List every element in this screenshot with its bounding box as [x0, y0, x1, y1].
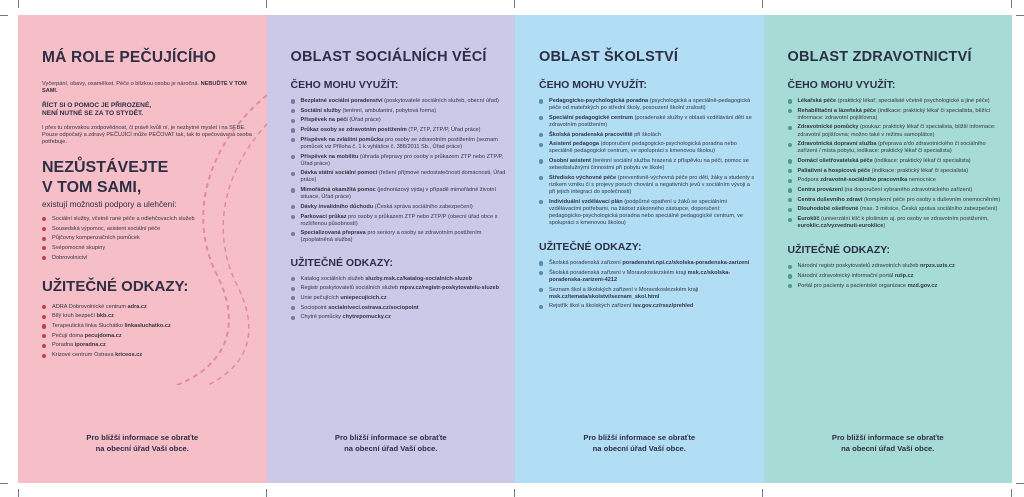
panel-title: OBLAST ŠKOLSTVÍ: [539, 49, 679, 65]
item-text: (poukaz: praktický lékař či specialista, bližší informace: zdravotní pojišťovna; možno také v režimu samoplátce): [797, 124, 996, 138]
item-text: Terapeutická linka Sluchátko: [52, 323, 125, 330]
link-url[interactable]: sluzby.msk.cz/katalog-socialnich-sluzeb: [365, 275, 473, 282]
item-text: nemocnice: [907, 177, 936, 184]
item-text: Unie pečujících: [300, 294, 341, 301]
crop-mark: [514, 489, 515, 497]
links-list: [42, 304, 258, 360]
crop-mark: [18, 0, 19, 8]
item-text: Rejstřík škol a školských zařízení: [549, 303, 633, 310]
crop-mark: [266, 0, 267, 8]
list-item: Sociální služby, včetně rané péče a odlehčovacích služeb: [42, 216, 258, 223]
list-item: Dobrovolnictví: [42, 255, 258, 262]
item-text: Krizové centrum Ostrava: [52, 352, 116, 359]
item-text: (na doporučení vybraného zdravotnického zařízení): [842, 187, 973, 194]
item-text: pro seniory a osoby se zdravotním postižením (zpoplatněná služba): [300, 230, 482, 244]
item-name: Individuální vzdělávací plán: [549, 198, 623, 205]
item-text: (Česká správa sociálního zabezpečení): [373, 203, 473, 210]
list-item: [291, 137, 507, 151]
crop-mark: [1011, 489, 1012, 497]
link-url[interactable]: bkb.cz: [96, 313, 114, 320]
item-text: (praktický lékař, specialisté včetně psychologické a jiné péče): [836, 98, 990, 104]
list-item: [539, 141, 755, 155]
list-item: [788, 187, 1004, 194]
list-item: [291, 127, 507, 134]
item-text: (indikace: praktický lékař či specialista): [870, 167, 969, 174]
item-name: Lékařská péče: [797, 98, 837, 104]
item-text: Národní zdravotnický informační portál: [797, 273, 895, 280]
crop-mark: [0, 483, 8, 484]
link-item: [42, 323, 258, 330]
item-text: (poskytovatelé sociálních služeb, obecní úřad): [382, 98, 499, 104]
link-item: [539, 270, 755, 284]
headline-not-alone: NEZŮSTÁVEJTE V TOM SAMI,: [42, 159, 169, 196]
links-heading: UŽITEČNÉ ODKAZY:: [42, 277, 189, 295]
item-name: Bezplatné sociální poradenství: [300, 98, 383, 104]
item-name: Mimořádná okamžitá pomoc: [300, 187, 376, 194]
item-name: Středisko výchovné péče: [549, 174, 617, 181]
item-name: Domácí ošetřovatelská péče: [797, 158, 873, 165]
link-url[interactable]: poradenstvi.npi.cz/skolska-poradenska-zarizeni: [622, 260, 750, 267]
link-url[interactable]: mzd.gov.cz: [907, 282, 938, 289]
item-text: pro osoby s průkazem ZTP nebo ZTP/P (obecní úřad obce s rozšířenou působností): [300, 213, 498, 227]
item-text: Seznam škol a školských zařízení v Moravskoslezském kraji: [549, 286, 699, 293]
item-text: (řešení příjmové nedostatečnosti domácnosti, Úřad práce): [300, 170, 506, 184]
item-text: Školská poradenská zařízení: [549, 260, 623, 267]
item-text: při školách: [632, 131, 661, 138]
item-text: (podpůrné opatření u žáků se speciálními vzdělávacími potřebami, na žádost zákonného zástupce, doporučení: pedagogicko-psychologická poradna nebo speciálně pedagogické centrum, ve spolupráci s kmenovou školou): [549, 198, 744, 226]
link-url[interactable]: msk.cz/skolska-poradenska-zarizeni-4212: [549, 269, 731, 283]
intro-text-2: I přes tu obrovskou zodpovědnost, či právě kvůli ní, je nezbytné myslet i na SEBE. Pouze odpočatý a zdravý PEČUJÍCÍ může PEČOVAT tak, tak to opečovávaná osoba potřebuje.: [42, 124, 252, 146]
item-text: (preventivně-výchovná péče pro děti, žáky a studenty s rizikem vzniku či s projevy poruch chování a negativních jevů v sociálním vývoji a při jejich integraci do společnosti): [549, 174, 755, 195]
item-text: Poradna: [52, 342, 75, 349]
link-item: [42, 313, 258, 320]
panel-subtitle: ČEHO MOHU VYUŽÍT:: [539, 79, 647, 91]
link-item: [42, 333, 258, 340]
crop-mark: [1016, 15, 1024, 16]
list-item: [291, 170, 507, 184]
link-item: [42, 342, 258, 349]
link-url[interactable]: isv.gov.cz/rssz/prehled: [632, 303, 694, 310]
panel-caregiver-role: [18, 15, 267, 483]
link-item: [291, 314, 507, 321]
list-item: [291, 204, 507, 211]
link-url[interactable]: uniepecujicich.cz: [340, 294, 387, 301]
item-name: Dávky invalidního důchodu: [300, 203, 374, 210]
crop-mark: [266, 489, 267, 497]
item-text: Chytré pomůcky: [300, 314, 343, 321]
item-text: (komplexní péče pro osoby s duševním onemocněním): [862, 196, 1001, 203]
footer-note: Pro bližší informace se obraťte na obecní úřad Vaší obce.: [334, 433, 447, 453]
page-title: MÁ ROLE PEČUJÍCÍHO: [42, 49, 217, 66]
item-text: (univerzální klíč k plošinám aj. pro osoby se zdravotním postižením,: [819, 216, 989, 223]
link-url[interactable]: mpsv.cz/registr-poskytovatelu-sluzeb: [399, 285, 500, 292]
list-item: [291, 98, 507, 105]
list-item: [291, 154, 507, 168]
brochure-sheet: [18, 15, 1012, 483]
item-name: Dlouhodobé ošetřovné: [797, 206, 859, 213]
item-text: Sociopoint: [300, 304, 329, 311]
item-text: Bílý kruh bezpečí: [52, 313, 97, 320]
link-url[interactable]: nrpzs.uzis.cz: [920, 263, 955, 270]
list-item: [788, 177, 1004, 184]
item-name: Zdravotnická dopravní služba: [797, 141, 877, 148]
item-text: Školská poradenská zařízení v Moravskoslezském kraji: [549, 269, 688, 276]
crop-mark: [0, 15, 8, 16]
list-item: [539, 115, 755, 129]
links-list: [291, 276, 507, 322]
item-name: Příspěvek na péči: [300, 117, 348, 124]
link-item: [42, 352, 258, 359]
link-item: [291, 295, 507, 302]
services-list: [539, 98, 755, 227]
crop-mark: [1016, 483, 1024, 484]
panel-title: OBLAST ZDRAVOTNICTVÍ: [787, 49, 972, 65]
item-text: Registr poskytovatelů sociálních služeb: [300, 285, 400, 292]
item-text: (terénní, ambulantní, pobytová forma): [340, 107, 437, 114]
list-item: [788, 168, 1004, 175]
item-name: Příspěvek na zvláštní pomůcku: [300, 136, 384, 143]
panel-education: [515, 15, 764, 483]
item-text: (indikace: praktický lékař či specialista): [872, 158, 971, 165]
item-text: (jednorázový výdaj v případě mimořádné životní situace, Úřad práce): [300, 187, 497, 201]
list-item: [291, 187, 507, 201]
panel-subtitle: ČEHO MOHU VYUŽÍT:: [787, 79, 896, 91]
list-item: [539, 199, 755, 227]
headline-subtitle: existují možnosti podpory a ulehčení:: [42, 199, 177, 209]
item-name: Sociální služby: [300, 107, 341, 114]
intro-text: Vyčerpání, obavy, osamělost. Péče o blízkou osobu je náročná. NEBUĎTE V TOM SAMI.: [42, 81, 247, 95]
list-item: [291, 108, 507, 115]
crop-mark: [18, 489, 19, 497]
link-item: [539, 287, 755, 301]
list-item: [788, 197, 1004, 204]
panel-social-affairs: [267, 15, 516, 483]
item-text: (úhrada přepravy pro osoby s průkazem ZTP nebo ZTP/P, Úřad práce): [300, 153, 504, 167]
link-item: [788, 263, 1004, 270]
footer-note: Pro bližší informace se obraťte na obecní úřad Vaší obce.: [86, 433, 199, 453]
item-text: (přeprava z/do zdravotnického či sociálního zařízení / místa pobytu, indikace: praktický lékař či specialista): [797, 141, 986, 155]
link-url[interactable]: linkasluchatko.cz: [124, 323, 171, 330]
item-name: Školská poradenská pracoviště: [549, 131, 633, 138]
item-name: Osobní asistent: [549, 158, 591, 165]
item-text: pro osoby se zdravotním postižením (seznam pomůcek viz Příloha č. 1 k vyhlášce č. 388/2011 Sb., Úřad práce): [300, 136, 498, 150]
item-text: (indikace: praktický lékař či specialista, běžící informace: zdravotní pojišťovna): [797, 107, 991, 121]
footer-note: Pro bližší informace se obraťte na obecní úřad Vaší obce.: [583, 433, 696, 453]
link-item: [539, 260, 755, 267]
links-heading: UŽITEČNÉ ODKAZY:: [787, 244, 890, 257]
item-text: (psychologická a speciálně-pedagogická péče od mateřských po střední školy, posouzení školní zralosti): [549, 98, 751, 112]
links-list: [788, 263, 1004, 289]
item-name: Zdravotnické pomůcky: [797, 124, 859, 131]
panel-title: OBLAST SOCIÁLNÍCH VĚCÍ: [290, 49, 487, 65]
links-heading: UŽITEČNÉ ODKAZY:: [539, 241, 642, 254]
item-name: Dávka státní sociální pomoci: [300, 170, 378, 177]
item-name: Rehabilitační a lázeňská péče: [797, 107, 877, 114]
list-item: [788, 158, 1004, 165]
list-item: [539, 98, 755, 112]
services-list: [788, 98, 1004, 230]
item-name: Asistent pedagoga: [549, 141, 600, 148]
item-text: Katalog sociálních služeb: [300, 275, 366, 282]
item-text: (doporučení pedagogicko-psychologická poradna nebo speciálně pedagogické centrum, ve spolupráci s kmenovou školou): [549, 141, 737, 155]
crop-mark: [1011, 0, 1012, 8]
list-item: [788, 124, 1004, 138]
list-item: Půjčovny kompenzačních pomůcek: [42, 235, 258, 242]
footer-note: Pro bližší informace se obraťte na obecní úřad Vaší obce.: [831, 433, 944, 453]
link-url[interactable]: msk.cz/temata/skolstvi/seznam_skol.html: [549, 293, 660, 300]
item-name: Příspěvek na mobilitu: [300, 153, 359, 160]
item-name: Parkovací průkaz: [300, 213, 347, 220]
list-item: Svépomocné skupiny: [42, 245, 258, 252]
list-item: [539, 175, 755, 196]
link-url[interactable]: iporadna.cz: [74, 342, 106, 349]
link-url[interactable]: socialniveci.ostrava.cz/sociopoint: [328, 304, 419, 311]
link-item: [539, 303, 755, 310]
item-text: (poradenské služby v oblasti vzdělávání dětí se zdravotním postižením): [549, 114, 752, 128]
item-name: Specializovaná přeprava: [300, 230, 366, 237]
list-item: [788, 108, 1004, 122]
item-text: (TP, ZTP, ZTP/P, Úřad práce): [406, 127, 481, 134]
panel-healthcare: [764, 15, 1013, 483]
item-text: Portál pro pacienty a pacientské organizace: [797, 282, 908, 289]
link-item: [788, 273, 1004, 280]
crop-mark: [762, 489, 763, 497]
link-item: [291, 285, 507, 292]
list-item: [291, 230, 507, 244]
services-list: [291, 98, 507, 245]
item-name: Průkaz osoby se zdravotním postižením: [300, 127, 407, 134]
panel-subtitle: ČEHO MOHU VYUŽÍT:: [290, 79, 399, 91]
list-item: [291, 214, 507, 228]
links-heading: UŽITEČNÉ ODKAZY:: [290, 256, 393, 269]
list-item: [291, 117, 507, 124]
link-item: [291, 276, 507, 283]
list-item: [788, 141, 1004, 155]
item-name: Centra duševního zdraví: [797, 196, 863, 203]
list-item: [788, 206, 1004, 213]
list-item: [788, 98, 1004, 105]
item-text: (terénní sociální služba hrazená z příspěvku na péči, pomoc se sebeobslužnými činnostmi při pobytu ve škole): [549, 158, 749, 172]
list-item: Sousedská výpomoc, asistent sociální péče: [42, 226, 258, 233]
item-name: euroklic.cz/vyzvednuti-euroklice: [797, 223, 884, 230]
link-url[interactable]: chytrepomucky.cz: [342, 314, 391, 321]
item-text: (Úřad práce): [347, 117, 381, 124]
stress-text: ŘÍCT SI O POMOC JE PŘIROZENÉ, NENÍ NUTNÉ SE ZA TO STYDĚT.: [42, 101, 152, 118]
item-text: Podpora: [797, 177, 821, 184]
item-name: Paliativní a hospicová péče: [797, 167, 871, 174]
link-url[interactable]: pecujdoma.cz: [84, 332, 122, 339]
item-name: Euroklíč: [797, 216, 820, 223]
item-text: ADRA Dobrovolnické centrum: [52, 303, 128, 310]
item-name: Speciální pedagogické centrum: [549, 114, 633, 121]
item-text: ): [883, 223, 886, 230]
item-name: Pedagogicko-psychologická poradna: [549, 98, 649, 104]
item-name: zdravotně-sociálního pracovníka: [820, 177, 908, 184]
list-item: [539, 132, 755, 139]
link-item: [291, 305, 507, 312]
crop-mark: [514, 0, 515, 8]
links-list: [539, 260, 755, 310]
list-item: [788, 216, 1004, 230]
link-item: [788, 283, 1004, 290]
crop-mark: [762, 0, 763, 8]
link-url[interactable]: nzip.cz: [894, 273, 914, 280]
link-item: [42, 304, 258, 311]
link-url[interactable]: adra.cz: [127, 303, 147, 310]
item-name: Centra provázení: [797, 187, 843, 194]
item-text: Pečují doma: [52, 332, 85, 339]
list-item: [539, 158, 755, 172]
item-text: (max. 3 měsíce, Česká správa sociálního zabezpečení): [858, 206, 998, 213]
support-list: [42, 216, 258, 262]
item-text: Národní registr poskytovatelů zdravotních služeb: [797, 263, 921, 270]
link-url[interactable]: kriceos.cz: [115, 352, 143, 359]
